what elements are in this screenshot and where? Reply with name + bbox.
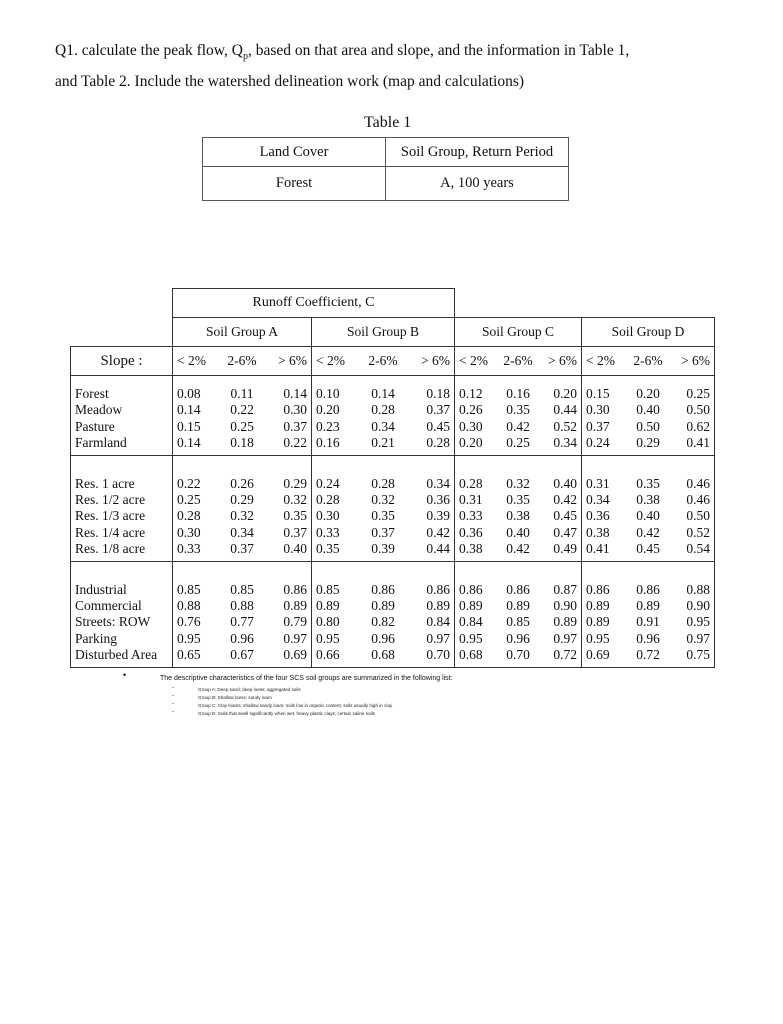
slope-range-label: > 6% [548, 352, 577, 368]
coefficient-value: 0.25 [177, 492, 201, 508]
coefficient-value: 0.80 [316, 614, 340, 630]
slope-range-label: 2-6% [633, 352, 663, 368]
coefficient-cell-group-d [582, 376, 715, 403]
coefficient-cell-group-c [455, 541, 582, 561]
coefficient-value: 0.50 [636, 418, 660, 434]
coefficient-value: 0.28 [371, 475, 395, 491]
coefficient-value: 0.38 [636, 492, 660, 508]
coefficient-value: 0.97 [686, 630, 710, 646]
coefficient-value: 0.14 [283, 386, 307, 401]
coefficient-cell-group-d [582, 598, 715, 614]
coefficient-value: 0.96 [230, 630, 254, 646]
coefficient-value: 0.14 [177, 402, 201, 418]
coefficient-cell-group-b [312, 419, 455, 435]
table-row [71, 376, 715, 403]
coefficient-value: 0.16 [316, 435, 340, 451]
coefficient-cell-group-a [173, 508, 312, 524]
coefficient-cell-group-a [173, 419, 312, 435]
coefficient-value: 0.87 [553, 581, 577, 597]
coefficient-value: 0.89 [586, 598, 610, 614]
land-cover-label: Res. 1/3 acre [71, 508, 173, 524]
coefficient-cell-group-a [173, 598, 312, 614]
coefficient-value: 0.97 [553, 630, 577, 646]
coefficient-value: 0.70 [426, 647, 450, 663]
coefficient-value: 0.22 [230, 402, 254, 418]
table-row [71, 614, 715, 630]
footnote-title: The descriptive characteristics of the four SCS soil groups are summarized in the following list: [160, 675, 453, 682]
coefficient-value: 0.35 [636, 475, 660, 491]
coefficient-cell-group-a [173, 561, 312, 598]
coefficient-cell-group-b [312, 455, 455, 492]
coefficient-value: 0.25 [506, 435, 530, 451]
table1-header-soil-group: Soil Group, Return Period [386, 138, 569, 167]
coefficient-value: 0.40 [553, 475, 577, 491]
coefficient-value: 0.28 [371, 402, 395, 418]
question-line-1: Q1. calculate the peak flow, $Q_p$, based on that area and slope, and the information in Table 1, [55, 42, 630, 63]
coefficient-cell-group-b [312, 631, 455, 647]
coefficient-value: 0.40 [636, 508, 660, 524]
coefficient-value: 0.96 [371, 630, 395, 646]
slope-header-group-a [173, 347, 312, 376]
coefficient-cell-group-d [582, 561, 715, 598]
coefficient-value: 0.37 [230, 541, 254, 557]
table-row [71, 541, 715, 561]
coefficient-cell-group-c [455, 561, 582, 598]
coefficient-value: 0.69 [586, 647, 610, 663]
coefficient-cell-group-b [312, 561, 455, 598]
coefficient-value: 0.30 [586, 402, 610, 418]
coefficient-value: 0.39 [371, 541, 395, 557]
coefficient-cell-group-c [455, 455, 582, 492]
coefficient-cell-group-b [312, 402, 455, 418]
coefficient-value: 0.29 [636, 435, 660, 451]
coefficient-value: 0.32 [506, 475, 530, 491]
coefficient-value: 0.52 [553, 418, 577, 434]
coefficient-value: 0.30 [177, 524, 201, 540]
coefficient-value: 0.86 [459, 581, 483, 597]
coefficient-cell-group-c [455, 376, 582, 403]
footnote-group-c: Group C: Clay loams; shallow sandy loam; soils low in organic content; soils usually high in clay [198, 703, 393, 708]
coefficient-value: 0.62 [686, 418, 710, 434]
coefficient-value: 0.25 [686, 386, 710, 401]
coefficient-value: 0.42 [426, 524, 450, 540]
coefficient-value: 0.34 [371, 418, 395, 434]
coefficient-value: 0.34 [426, 475, 450, 491]
slope-range-label: > 6% [278, 352, 307, 368]
coefficient-value: 0.68 [459, 647, 483, 663]
table-row [71, 508, 715, 524]
runoff-coefficient-table [70, 288, 715, 668]
coefficient-value: 0.39 [426, 508, 450, 524]
coefficient-value: 0.34 [586, 492, 610, 508]
coefficient-value: 0.20 [316, 402, 340, 418]
coefficient-value: 0.77 [230, 614, 254, 630]
coefficient-value: 0.28 [177, 508, 201, 524]
question-text [55, 38, 755, 94]
footnote-bullet: • [123, 670, 127, 680]
coefficient-cell-group-d [582, 419, 715, 435]
coefficient-value: 0.32 [283, 492, 307, 508]
table-row [71, 435, 715, 455]
coefficient-value: 0.97 [283, 630, 307, 646]
coefficient-value: 0.18 [230, 435, 254, 451]
coefficient-value: 0.20 [636, 386, 660, 401]
coefficient-value: 0.85 [506, 614, 530, 630]
coefficient-value: 0.37 [283, 418, 307, 434]
coefficient-value: 0.86 [426, 581, 450, 597]
coefficient-value: 0.30 [316, 508, 340, 524]
soil-group-b-header: Soil Group B [312, 318, 455, 347]
coefficient-cell-group-b [312, 525, 455, 541]
coefficient-value: 0.37 [371, 524, 395, 540]
coefficient-value: 0.85 [177, 581, 201, 597]
coefficient-cell-group-d [582, 492, 715, 508]
coefficient-cell-group-d [582, 435, 715, 455]
slope-range-label: < 2% [177, 352, 206, 368]
coefficient-value: 0.86 [586, 581, 610, 597]
coefficient-cell-group-b [312, 541, 455, 561]
coefficient-value: 0.37 [426, 402, 450, 418]
coefficient-cell-group-d [582, 402, 715, 418]
coefficient-value: 0.89 [283, 598, 307, 614]
coefficient-value: 0.35 [371, 508, 395, 524]
slope-range-label: < 2% [459, 352, 488, 368]
coefficient-cell-group-c [455, 525, 582, 541]
coefficient-cell-group-a [173, 492, 312, 508]
land-cover-label: Res. 1/2 acre [71, 492, 173, 508]
coefficient-value: 0.21 [371, 435, 395, 451]
coefficient-cell-group-b [312, 376, 455, 403]
coefficient-value: 0.11 [230, 386, 254, 401]
coefficient-value: 0.85 [230, 581, 254, 597]
coefficient-cell-group-b [312, 508, 455, 524]
land-cover-label: Res. 1 acre [71, 455, 173, 492]
table-row [71, 492, 715, 508]
land-cover-label: Pasture [71, 419, 173, 435]
coefficient-value: 0.32 [371, 492, 395, 508]
coefficient-value: 0.96 [636, 630, 660, 646]
coefficient-value: 0.97 [426, 630, 450, 646]
slope-range-label: > 6% [681, 352, 710, 368]
coefficient-value: 0.46 [686, 475, 710, 491]
table1-header-land-cover: Land Cover [203, 138, 386, 167]
coefficient-value: 0.84 [426, 614, 450, 630]
coefficient-value: 0.34 [230, 524, 254, 540]
coefficient-value: 0.28 [459, 475, 483, 491]
coefficient-value: 0.26 [230, 475, 254, 491]
coefficient-value: 0.45 [426, 418, 450, 434]
coefficient-value: 0.22 [177, 475, 201, 491]
coefficient-cell-group-b [312, 647, 455, 667]
coefficient-value: 0.70 [506, 647, 530, 663]
runoff-coefficient-title: Runoff Coefficient, C [173, 289, 455, 318]
coefficient-value: 0.68 [371, 647, 395, 663]
coefficient-value: 0.08 [177, 386, 201, 401]
coefficient-value: 0.89 [636, 598, 660, 614]
coefficient-value: 0.20 [459, 435, 483, 451]
land-cover-label: Parking [71, 631, 173, 647]
coefficient-value: 0.40 [636, 402, 660, 418]
coefficient-value: 0.96 [506, 630, 530, 646]
soil-group-a-header: Soil Group A [173, 318, 312, 347]
table-row [71, 561, 715, 598]
coefficient-value: 0.36 [459, 524, 483, 540]
coefficient-value: 0.40 [283, 541, 307, 557]
coefficient-cell-group-a [173, 614, 312, 630]
table-row [71, 525, 715, 541]
coefficient-value: 0.86 [283, 581, 307, 597]
coefficient-value: 0.41 [686, 435, 710, 451]
coefficient-value: 0.25 [230, 418, 254, 434]
coefficient-value: 0.35 [506, 492, 530, 508]
question-line-2: and Table 2. Include the watershed delineation work (map and calculations) [55, 73, 525, 91]
coefficient-value: 0.22 [283, 435, 307, 451]
coefficient-value: 0.15 [586, 386, 610, 401]
coefficient-value: 0.44 [426, 541, 450, 557]
coefficient-value: 0.95 [686, 614, 710, 630]
coefficient-value: 0.50 [686, 402, 710, 418]
soil-group-d-header: Soil Group D [582, 318, 715, 347]
coefficient-cell-group-b [312, 492, 455, 508]
coefficient-cell-group-d [582, 631, 715, 647]
coefficient-value: 0.37 [283, 524, 307, 540]
coefficient-value: 0.89 [506, 598, 530, 614]
coefficient-value: 0.12 [459, 386, 483, 401]
coefficient-value: 0.72 [636, 647, 660, 663]
coefficient-value: 0.72 [553, 647, 577, 663]
coefficient-value: 0.52 [686, 524, 710, 540]
slope-header-group-c [455, 347, 582, 376]
coefficient-cell-group-a [173, 647, 312, 667]
table-row [71, 455, 715, 492]
coefficient-value: 0.82 [371, 614, 395, 630]
slope-range-label: 2-6% [503, 352, 533, 368]
coefficient-value: 0.41 [586, 541, 610, 557]
coefficient-value: 0.89 [459, 598, 483, 614]
coefficient-cell-group-a [173, 631, 312, 647]
coefficient-value: 0.46 [686, 492, 710, 508]
coefficient-value: 0.31 [586, 475, 610, 491]
coefficient-value: 0.45 [553, 508, 577, 524]
coefficient-value: 0.49 [553, 541, 577, 557]
land-cover-label: Res. 1/8 acre [71, 541, 173, 561]
coefficient-cell-group-c [455, 492, 582, 508]
footnote-group-b: Group B: Shallow loess; sandy loam [198, 695, 272, 700]
coefficient-value: 0.88 [686, 581, 710, 597]
table-row [71, 631, 715, 647]
coefficient-value: 0.95 [316, 630, 340, 646]
coefficient-value: 0.95 [459, 630, 483, 646]
coefficient-value: 0.66 [316, 647, 340, 663]
coefficient-value: 0.30 [283, 402, 307, 418]
coefficient-value: 0.14 [371, 386, 395, 401]
coefficient-value: 0.20 [553, 386, 577, 401]
coefficient-cell-group-a [173, 435, 312, 455]
table-row [71, 598, 715, 614]
coefficient-value: 0.50 [686, 508, 710, 524]
slope-header-group-b [312, 347, 455, 376]
coefficient-value: 0.89 [553, 614, 577, 630]
table-row [71, 647, 715, 667]
coefficient-value: 0.33 [459, 508, 483, 524]
coefficient-value: 0.24 [586, 435, 610, 451]
coefficient-value: 0.33 [316, 524, 340, 540]
coefficient-cell-group-c [455, 435, 582, 455]
coefficient-cell-group-a [173, 402, 312, 418]
slope-range-label: 2-6% [227, 352, 257, 368]
coefficient-value: 0.89 [371, 598, 395, 614]
coefficient-value: 0.26 [459, 402, 483, 418]
coefficient-value: 0.90 [553, 598, 577, 614]
coefficient-value: 0.91 [636, 614, 660, 630]
slope-header-group-d [582, 347, 715, 376]
slope-label: Slope : [71, 347, 173, 376]
coefficient-cell-group-d [582, 541, 715, 561]
slope-range-label: < 2% [316, 352, 345, 368]
table1 [202, 137, 569, 201]
coefficient-value: 0.40 [506, 524, 530, 540]
coefficient-value: 0.47 [553, 524, 577, 540]
coefficient-value: 0.28 [316, 492, 340, 508]
coefficient-value: 0.76 [177, 614, 201, 630]
coefficient-value: 0.24 [316, 475, 340, 491]
coefficient-value: 0.86 [636, 581, 660, 597]
coefficient-value: 0.37 [586, 418, 610, 434]
soil-group-c-header: Soil Group C [455, 318, 582, 347]
coefficient-value: 0.84 [459, 614, 483, 630]
coefficient-value: 0.15 [177, 418, 201, 434]
slope-range-label: < 2% [586, 352, 615, 368]
land-cover-label: Res. 1/4 acre [71, 525, 173, 541]
coefficient-value: 0.86 [506, 581, 530, 597]
coefficient-cell-group-b [312, 435, 455, 455]
land-cover-label: Industrial [71, 561, 173, 598]
coefficient-value: 0.14 [177, 435, 201, 451]
coefficient-value: 0.35 [506, 402, 530, 418]
coefficient-value: 0.35 [283, 508, 307, 524]
coefficient-cell-group-d [582, 647, 715, 667]
coefficient-value: 0.65 [177, 647, 201, 663]
coefficient-cell-group-a [173, 376, 312, 403]
coefficient-cell-group-b [312, 614, 455, 630]
coefficient-value: 0.89 [426, 598, 450, 614]
coefficient-cell-group-c [455, 508, 582, 524]
coefficient-value: 0.95 [177, 630, 201, 646]
coefficient-value: 0.86 [371, 581, 395, 597]
coefficient-value: 0.42 [636, 524, 660, 540]
coefficient-cell-group-b [312, 598, 455, 614]
coefficient-cell-group-d [582, 614, 715, 630]
coefficient-value: 0.16 [506, 386, 530, 401]
coefficient-cell-group-c [455, 402, 582, 418]
coefficient-value: 0.38 [506, 508, 530, 524]
coefficient-cell-group-a [173, 455, 312, 492]
coefficient-cell-group-c [455, 631, 582, 647]
land-cover-label: Disturbed Area [71, 647, 173, 667]
coefficient-value: 0.29 [230, 492, 254, 508]
table1-cell-land-cover: Forest [203, 167, 386, 201]
coefficient-cell-group-c [455, 647, 582, 667]
coefficient-value: 0.67 [230, 647, 254, 663]
coefficient-cell-group-c [455, 614, 582, 630]
table1-cell-soil-group: A, 100 years [386, 167, 569, 201]
coefficient-value: 0.95 [586, 630, 610, 646]
coefficient-value: 0.18 [426, 386, 450, 401]
coefficient-value: 0.90 [686, 598, 710, 614]
coefficient-cell-group-c [455, 419, 582, 435]
coefficient-cell-group-d [582, 455, 715, 492]
coefficient-value: 0.32 [230, 508, 254, 524]
coefficient-value: 0.42 [506, 541, 530, 557]
coefficient-value: 0.88 [177, 598, 201, 614]
coefficient-value: 0.33 [177, 541, 201, 557]
coefficient-cell-group-a [173, 525, 312, 541]
coefficient-value: 0.42 [553, 492, 577, 508]
coefficient-cell-group-a [173, 541, 312, 561]
table1-title: Table 1 [364, 114, 412, 131]
coefficient-value: 0.88 [230, 598, 254, 614]
coefficient-value: 0.23 [316, 418, 340, 434]
slope-range-label: 2-6% [368, 352, 398, 368]
coefficient-value: 0.28 [426, 435, 450, 451]
coefficient-value: 0.89 [586, 614, 610, 630]
coefficient-value: 0.34 [553, 435, 577, 451]
coefficient-value: 0.42 [506, 418, 530, 434]
coefficient-value: 0.35 [316, 541, 340, 557]
land-cover-label: Commercial [71, 598, 173, 614]
coefficient-value: 0.85 [316, 581, 340, 597]
coefficient-value: 0.29 [283, 475, 307, 491]
coefficient-value: 0.10 [316, 386, 340, 401]
coefficient-cell-group-c [455, 598, 582, 614]
land-cover-label: Forest [71, 376, 173, 403]
coefficient-cell-group-d [582, 508, 715, 524]
coefficient-value: 0.38 [459, 541, 483, 557]
footnote-group-a: Group A: Deep sand; deep loess; aggregated soils [198, 687, 301, 692]
coefficient-value: 0.44 [553, 402, 577, 418]
coefficient-value: 0.54 [686, 541, 710, 557]
footnote-group-d: Group D: Soils that swell significantly when wet; heavy plastic clays; certain saline soils [198, 711, 375, 716]
coefficient-value: 0.30 [459, 418, 483, 434]
table-row [71, 419, 715, 435]
slope-range-label: > 6% [421, 352, 450, 368]
land-cover-label: Farmland [71, 435, 173, 455]
coefficient-value: 0.36 [426, 492, 450, 508]
coefficient-value: 0.69 [283, 647, 307, 663]
coefficient-value: 0.31 [459, 492, 483, 508]
coefficient-value: 0.89 [316, 598, 340, 614]
coefficient-value: 0.45 [636, 541, 660, 557]
coefficient-value: 0.38 [586, 524, 610, 540]
land-cover-label: Streets: ROW [71, 614, 173, 630]
coefficient-value: 0.75 [686, 647, 710, 663]
land-cover-label: Meadow [71, 402, 173, 418]
table-row [71, 402, 715, 418]
coefficient-value: 0.36 [586, 508, 610, 524]
coefficient-value: 0.79 [283, 614, 307, 630]
coefficient-cell-group-d [582, 525, 715, 541]
